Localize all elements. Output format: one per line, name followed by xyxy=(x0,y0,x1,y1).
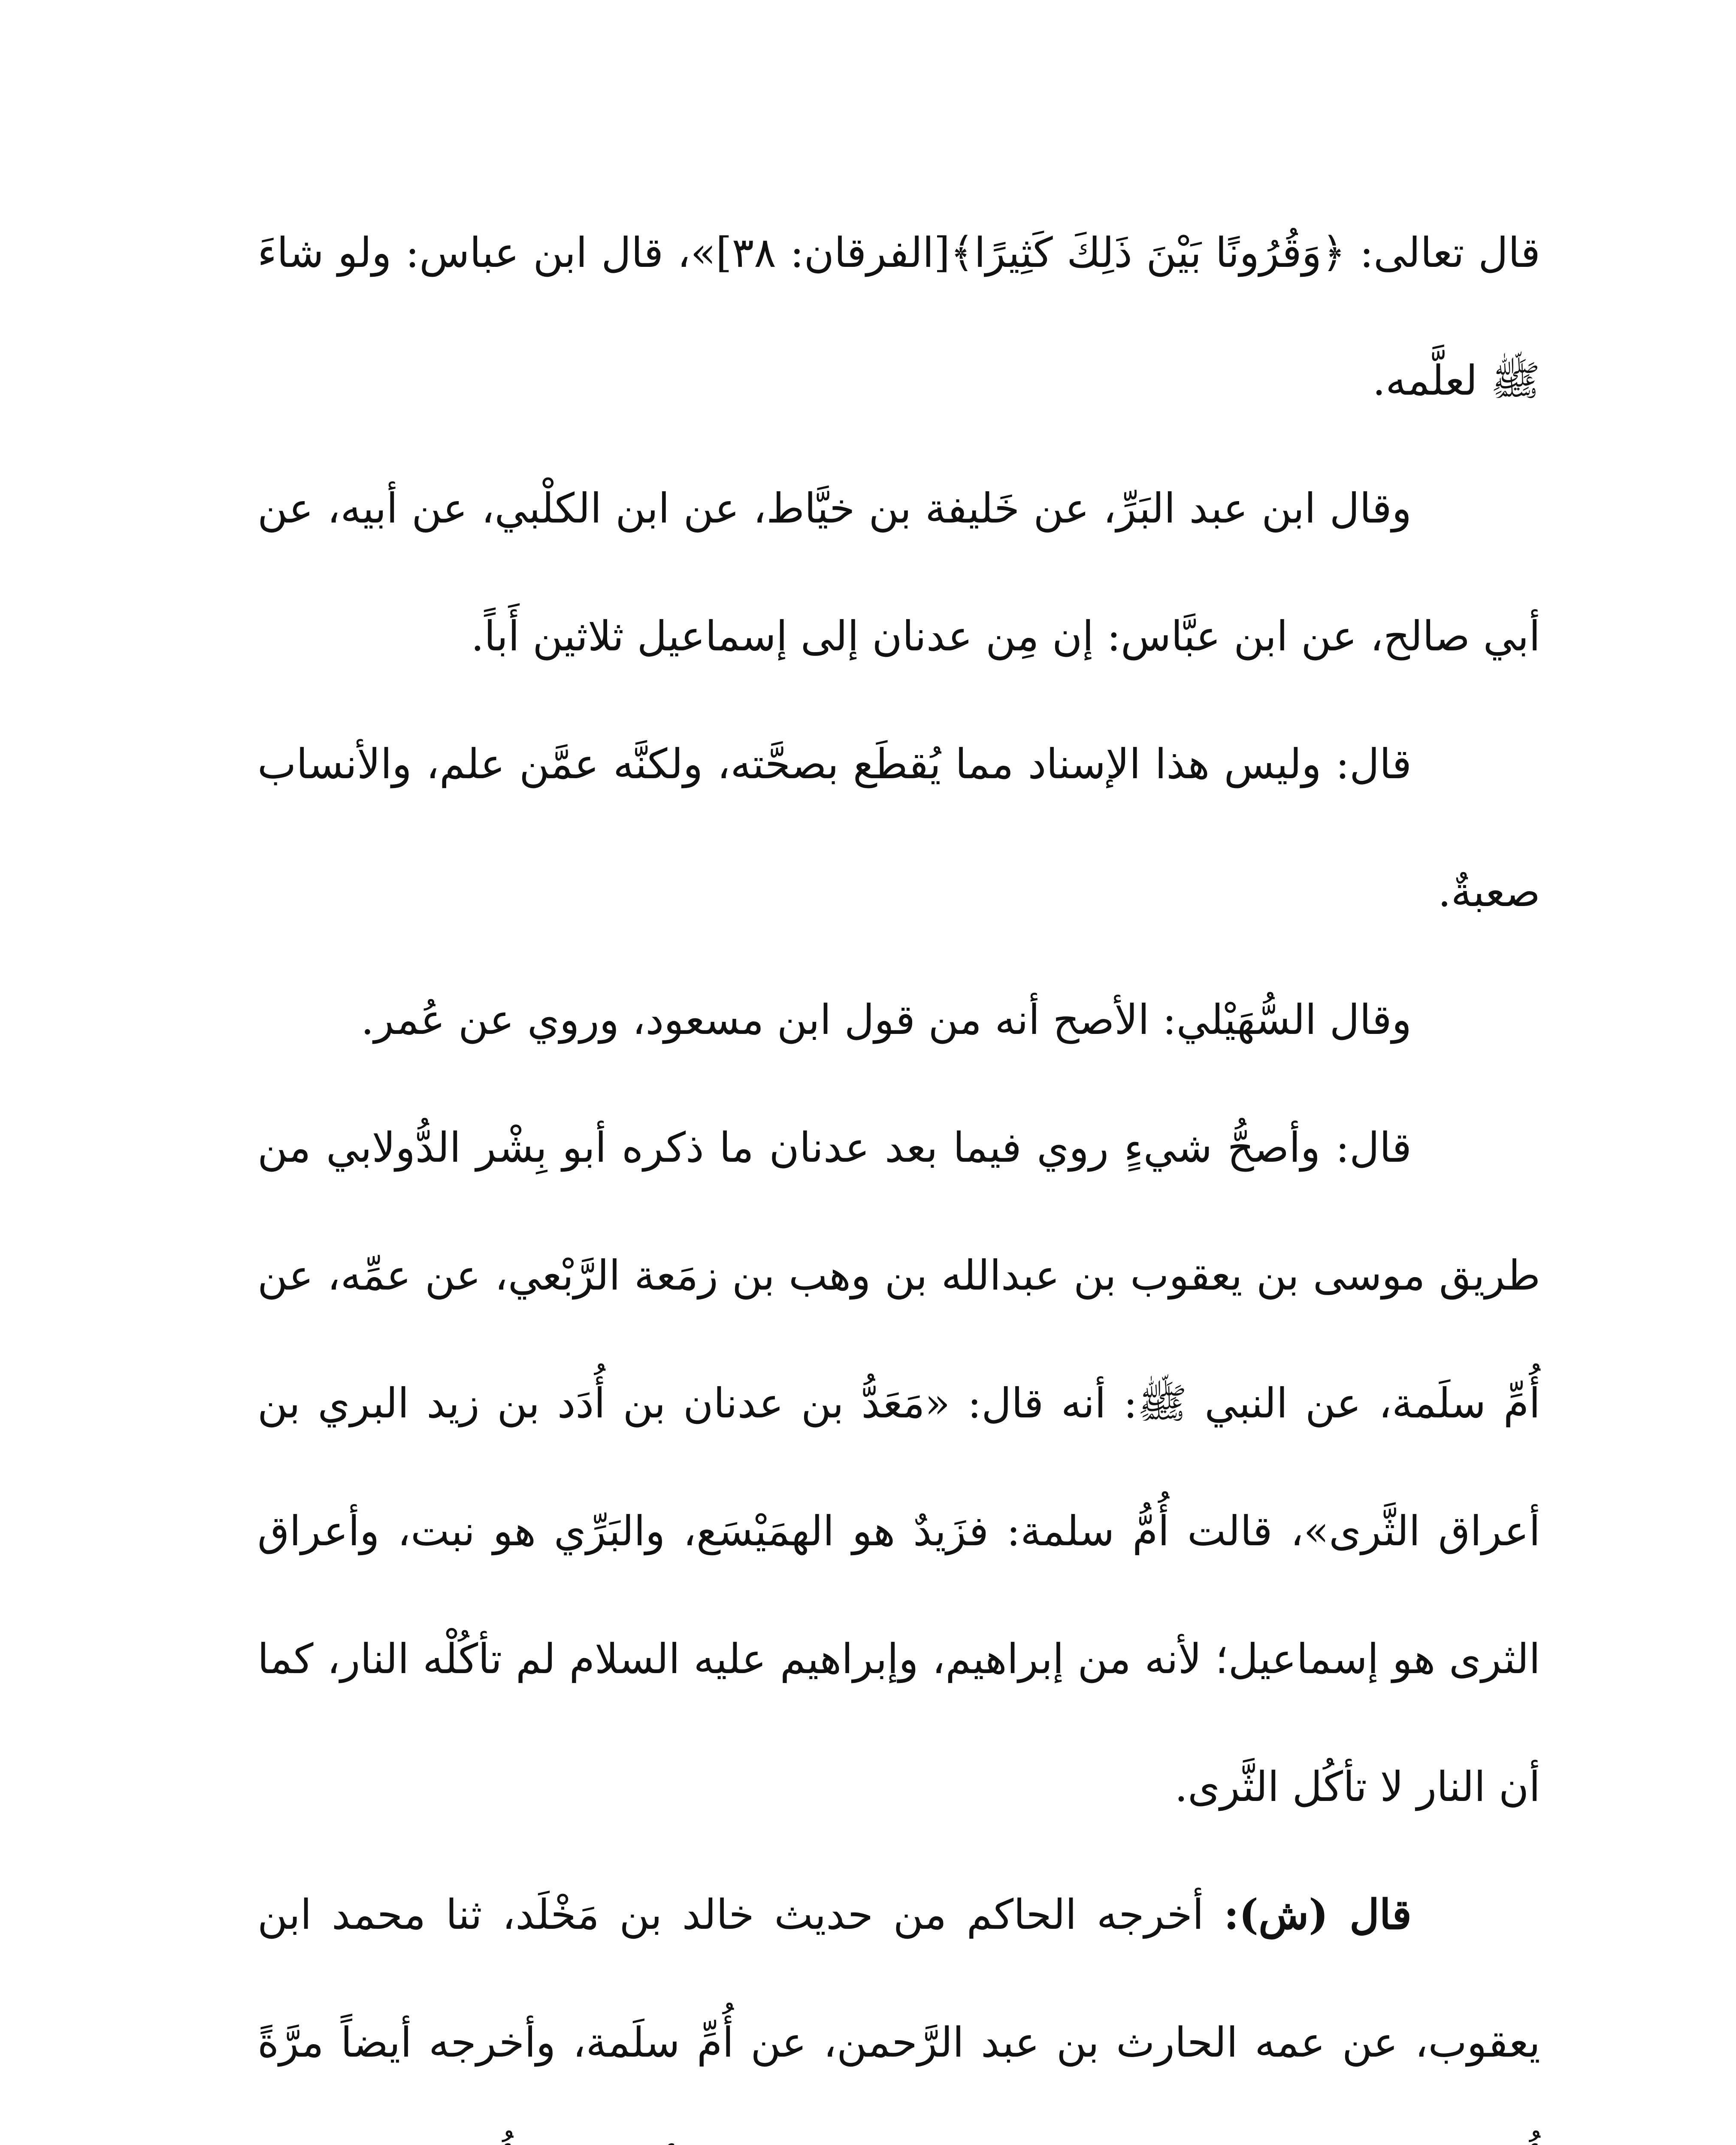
paragraph-4 xyxy=(257,956,1540,1084)
paragraph-5 xyxy=(257,1084,1540,1851)
paragraph-1 xyxy=(257,189,1540,444)
paragraph-1-text: قال تعالى: ﴿وَقُرُونًا بَيْنَ ذَلِكَ كَثِيرًا﴾[الفرقان: ٣٨]»، قال ابن عباس: ولو شاءَ ﷺ لعلَّمه. xyxy=(257,229,1541,405)
body-text xyxy=(257,189,1540,2145)
paragraph-6-text: أخرجه الحاكم من حديث خالد بن مَخْلَد، ثنا محمد ابن يعقوب، عن عمه الحارث بن عبد الرَّحمن، عن أُمِّ سلَمة، وأخرجه أيضاً مرَّةً xyxy=(257,1891,1540,2066)
paragraph-6 xyxy=(257,1851,1540,2145)
paragraph-2-text: وقال ابن عبد البَرِّ، عن خَليفة بن خيَّاط، عن ابن الكلْبي، عن أبيه، عن أبي صالح، عن ابن عبَّاس: إن مِن عدنان إلى إسماعيل ثلاثين أَباً. xyxy=(257,484,1540,660)
paragraph-4-text: وقال السُّهَيْلي: الأصح أنه من قول ابن مسعود، وروي عن عُمر. xyxy=(361,996,1412,1044)
paragraph-6-label: قال (ش): xyxy=(1224,1890,1412,1939)
paragraph-3 xyxy=(257,700,1540,956)
paragraph-2 xyxy=(257,444,1540,700)
paragraph-5-text: قال: وأصحُّ شيءٍ روي فيما بعد عدنان ما ذكره أبو بِشْر الدُّولابي من طريق موسى بن يعقوب بن عبدالله بن وهب بن زمَعة الرَّبْعي، عن عمِّه، عن أُمِّ سلَمة، عن النبي ﷺ: أنه قال: «مَعَدُّ بن عدنان بن أُدَد بن زيد البري بن أعراق الثَّرى»، قالت أُمُّ سلمة: فزَيدٌ هو الهمَيْسَع، والبَرِّي هو نبت، وأعراق الثرى هو إسماعيل؛ لأنه من إبراهيم، وإبراهيم عليه السلام لم تأكُلْه النار، كما أن النار لا تأكُل الثَّرى. xyxy=(257,1124,1541,1811)
paragraph-3-text: قال: وليس هذا الإسناد مما يُقطَع بصحَّته، ولكنَّه عمَّن علم، والأنساب صعبةٌ. xyxy=(257,740,1540,916)
